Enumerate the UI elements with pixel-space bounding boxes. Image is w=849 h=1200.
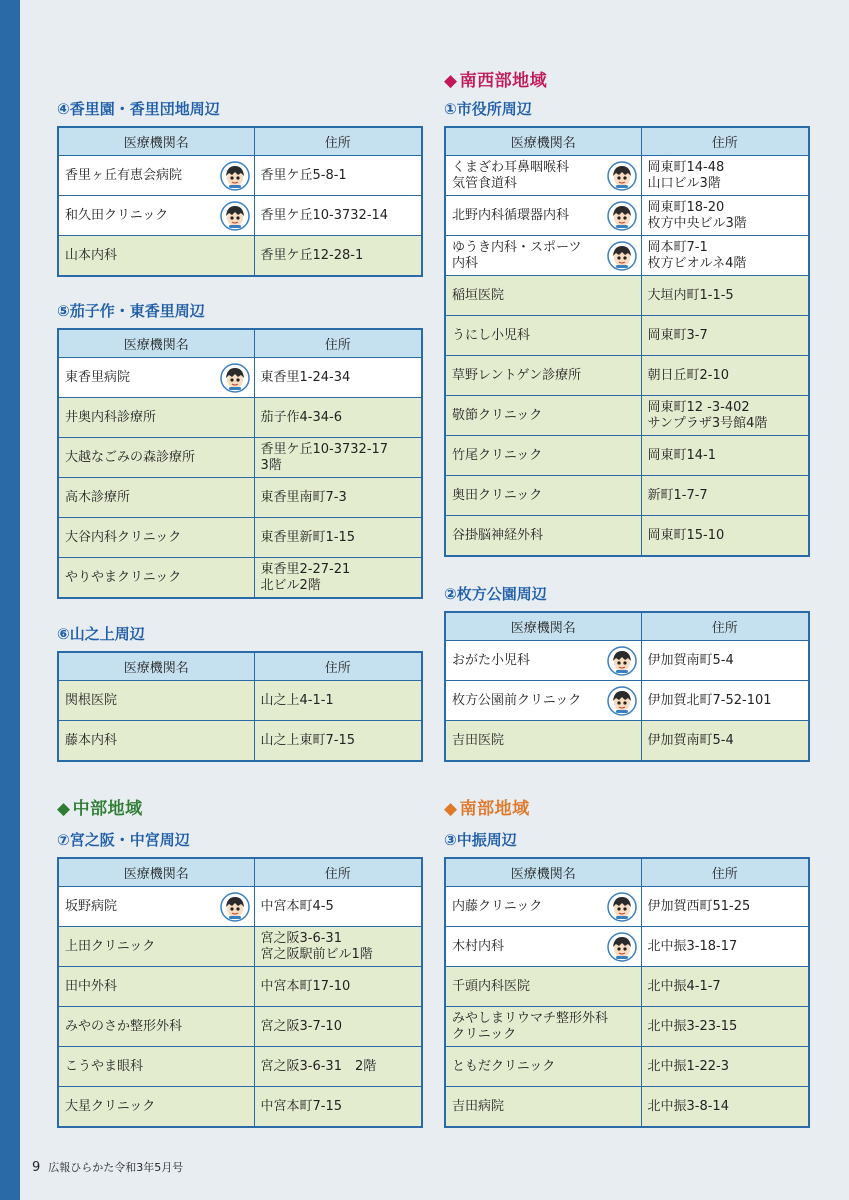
facility-name: 谷掛脳神経外科 <box>445 516 641 557</box>
facility-name: 上田クリニック <box>58 927 254 967</box>
table-row <box>58 196 422 236</box>
facility-table <box>444 611 810 762</box>
facility-name: 和久田クリニック <box>58 196 254 236</box>
facility-name: こうやま眼科 <box>58 1047 254 1087</box>
facility-table <box>444 126 810 557</box>
facility-name: 草野レントゲン診療所 <box>445 356 641 396</box>
facility-address: 北中振3-23-15 <box>641 1007 809 1047</box>
facility-name: 大越なごみの森診療所 <box>58 438 254 478</box>
facility-address: 宮之阪3-6-31 2階 <box>254 1047 422 1087</box>
facility-address: 岡本町7-1 枚方ビオルネ4階 <box>641 236 809 276</box>
table-row <box>445 276 809 316</box>
facility-address: 新町1-7-7 <box>641 476 809 516</box>
section-title: ⑦宮之阪・中宮周辺 <box>57 831 190 849</box>
facility-name: おがた小児科 <box>445 641 641 681</box>
facility-name: 大星クリニック <box>58 1087 254 1128</box>
table-row <box>445 967 809 1007</box>
facility-address: 北中振3-8-14 <box>641 1087 809 1128</box>
facility-name: くまざわ耳鼻咽喉科 気管食道科 <box>445 156 641 196</box>
table-row <box>58 1087 422 1128</box>
section-title: ④香里園・香里団地周辺 <box>57 100 220 118</box>
facility-address: 伊加賀西町51-25 <box>641 887 809 927</box>
facility-address: 岡東町3-7 <box>641 316 809 356</box>
facility-table <box>444 857 810 1128</box>
section-title: ②枚方公園周辺 <box>444 585 547 603</box>
table-row <box>445 196 809 236</box>
table-header-row <box>58 127 422 156</box>
table-row <box>445 641 809 681</box>
facility-table <box>57 857 423 1128</box>
section-hirakata-koen <box>444 582 810 762</box>
facility-address: 伊加賀南町5-4 <box>641 641 809 681</box>
section-nasuzukuri <box>57 299 423 599</box>
facility-name: ともだクリニック <box>445 1047 641 1087</box>
facility-name: みやしまリウマチ整形外科 クリニック <box>445 1007 641 1047</box>
facility-address: 中宮本町17-10 <box>254 967 422 1007</box>
facility-address: 宮之阪3-7-10 <box>254 1007 422 1047</box>
facility-address: 東香里1-24-34 <box>254 358 422 398</box>
facility-name: 吉田病院 <box>445 1087 641 1128</box>
region-title-south <box>444 794 530 819</box>
facility-name: 北野内科循環器内科 <box>445 196 641 236</box>
region-label: 南西部地域 <box>459 71 548 91</box>
header-facility-name: 医療機関名 <box>445 612 641 641</box>
facility-name: 高木診療所 <box>58 478 254 518</box>
region-title-central <box>57 794 143 819</box>
facility-name: 千頭内科医院 <box>445 967 641 1007</box>
facility-name: 吉田医院 <box>445 721 641 762</box>
table-row <box>58 927 422 967</box>
region-label: 中部地域 <box>72 799 143 819</box>
section-shiyakusho <box>444 97 810 557</box>
table-row <box>58 478 422 518</box>
facility-table <box>57 651 423 762</box>
facility-name: やりやまクリニック <box>58 558 254 599</box>
facility-address: 東香里2-27-21 北ビル2階 <box>254 558 422 599</box>
facility-name: みやのさか整形外科 <box>58 1007 254 1047</box>
facility-name: 香里ヶ丘有恵会病院 <box>58 156 254 196</box>
table-row <box>58 156 422 196</box>
facility-name: 内藤クリニック <box>445 887 641 927</box>
table-header-row <box>58 329 422 358</box>
facility-name: 敬節クリニック <box>445 396 641 436</box>
facility-name: 大谷内科クリニック <box>58 518 254 558</box>
mascot-icon <box>220 892 250 922</box>
facility-address: 東香里南町7-3 <box>254 478 422 518</box>
mascot-icon <box>607 241 637 271</box>
facility-name: 木村内科 <box>445 927 641 967</box>
facility-address: 岡東町15-10 <box>641 516 809 557</box>
facility-address: 香里ケ丘12-28-1 <box>254 236 422 277</box>
header-address: 住所 <box>641 858 809 887</box>
section-miyanosaka <box>57 828 423 1128</box>
facility-address: 香里ケ丘5-8-1 <box>254 156 422 196</box>
facility-name: 田中外科 <box>58 967 254 1007</box>
mascot-icon <box>607 646 637 676</box>
table-row <box>445 356 809 396</box>
table-row <box>445 887 809 927</box>
facility-address: 北中振1-22-3 <box>641 1047 809 1087</box>
table-row <box>58 358 422 398</box>
table-header-row <box>58 858 422 887</box>
header-address: 住所 <box>254 858 422 887</box>
header-facility-name: 医療機関名 <box>58 652 254 681</box>
facility-address: 宮之阪3-6-31 宮之阪駅前ビル1階 <box>254 927 422 967</box>
page-side-bar <box>0 0 20 1200</box>
facility-name: 稲垣医院 <box>445 276 641 316</box>
table-row <box>58 721 422 762</box>
header-address: 住所 <box>254 652 422 681</box>
table-row <box>445 927 809 967</box>
header-facility-name: 医療機関名 <box>445 127 641 156</box>
facility-name: 山本内科 <box>58 236 254 277</box>
table-row <box>445 516 809 557</box>
mascot-icon <box>607 686 637 716</box>
publication-name: 広報ひらかた令和3年5月号 <box>48 1161 184 1174</box>
table-row <box>58 681 422 721</box>
table-header-row <box>445 612 809 641</box>
facility-address: 岡東町18-20 枚方中央ビル3階 <box>641 196 809 236</box>
mascot-icon <box>607 201 637 231</box>
facility-address: 山之上4-1-1 <box>254 681 422 721</box>
table-row <box>445 721 809 762</box>
page-number: 9 <box>32 1160 41 1175</box>
header-address: 住所 <box>641 612 809 641</box>
table-row <box>445 316 809 356</box>
table-header-row <box>445 127 809 156</box>
mascot-icon <box>607 892 637 922</box>
facility-address: 北中振4-1-7 <box>641 967 809 1007</box>
facility-table <box>57 328 423 599</box>
table-row <box>445 1087 809 1128</box>
facility-address: 大垣内町1-1-5 <box>641 276 809 316</box>
section-title: ⑥山之上周辺 <box>57 625 145 643</box>
facility-name: 東香里病院 <box>58 358 254 398</box>
table-row <box>58 1047 422 1087</box>
header-facility-name: 医療機関名 <box>58 329 254 358</box>
facility-address: 香里ケ丘10-3732-14 <box>254 196 422 236</box>
facility-address: 岡東町14-48 山口ビル3階 <box>641 156 809 196</box>
mascot-icon <box>220 161 250 191</box>
facility-address: 岡東町12 -3-402 サンプラザ3号館4階 <box>641 396 809 436</box>
section-nakaburi <box>444 828 810 1128</box>
facility-address: 朝日丘町2-10 <box>641 356 809 396</box>
mascot-icon <box>607 161 637 191</box>
table-row <box>445 1007 809 1047</box>
table-row <box>58 518 422 558</box>
table-header-row <box>58 652 422 681</box>
mascot-icon <box>220 363 250 393</box>
table-row <box>58 398 422 438</box>
table-row <box>445 1047 809 1087</box>
header-facility-name: 医療機関名 <box>445 858 641 887</box>
mascot-icon <box>607 932 637 962</box>
table-row <box>58 1007 422 1047</box>
mascot-icon <box>220 201 250 231</box>
facility-address: 香里ケ丘10-3732-17 3階 <box>254 438 422 478</box>
facility-name: 奥田クリニック <box>445 476 641 516</box>
facility-name: 関根医院 <box>58 681 254 721</box>
facility-name: 坂野病院 <box>58 887 254 927</box>
facility-address: 中宮本町4-5 <box>254 887 422 927</box>
header-facility-name: 医療機関名 <box>58 858 254 887</box>
diamond-icon: ◆ <box>57 799 71 819</box>
facility-address: 岡東町14-1 <box>641 436 809 476</box>
table-row <box>445 436 809 476</box>
facility-address: 伊加賀南町5-4 <box>641 721 809 762</box>
facility-address: 山之上東町7-15 <box>254 721 422 762</box>
table-row <box>445 396 809 436</box>
facility-name: 藤本内科 <box>58 721 254 762</box>
header-address: 住所 <box>254 329 422 358</box>
section-korien <box>57 97 423 277</box>
table-header-row <box>445 858 809 887</box>
facility-table <box>57 126 423 277</box>
header-address: 住所 <box>641 127 809 156</box>
facility-name: 枚方公園前クリニック <box>445 681 641 721</box>
table-row <box>445 236 809 276</box>
table-row <box>58 236 422 277</box>
section-title: ⑤茄子作・東香里周辺 <box>57 302 205 320</box>
facility-address: 中宮本町7-15 <box>254 1087 422 1128</box>
diamond-icon: ◆ <box>444 71 458 91</box>
facility-name: ゆうき内科・スポーツ 内科 <box>445 236 641 276</box>
table-row <box>58 558 422 599</box>
table-row <box>445 156 809 196</box>
header-address: 住所 <box>254 127 422 156</box>
section-title: ③中振周辺 <box>444 831 517 849</box>
table-row <box>445 681 809 721</box>
facility-address: 茄子作4-34-6 <box>254 398 422 438</box>
facility-address: 東香里新町1-15 <box>254 518 422 558</box>
facility-address: 伊加賀北町7-52-101 <box>641 681 809 721</box>
page-footer <box>32 1159 183 1175</box>
table-row <box>58 887 422 927</box>
diamond-icon: ◆ <box>444 799 458 819</box>
table-row <box>58 438 422 478</box>
table-row <box>58 967 422 1007</box>
section-title: ①市役所周辺 <box>444 100 532 118</box>
region-title-southwest <box>444 66 547 91</box>
section-yamanoue <box>57 622 423 762</box>
header-facility-name: 医療機関名 <box>58 127 254 156</box>
table-row <box>445 476 809 516</box>
facility-name: うにし小児科 <box>445 316 641 356</box>
facility-address: 北中振3-18-17 <box>641 927 809 967</box>
facility-name: 竹尾クリニック <box>445 436 641 476</box>
facility-name: 井奥内科診療所 <box>58 398 254 438</box>
region-label: 南部地域 <box>459 799 530 819</box>
